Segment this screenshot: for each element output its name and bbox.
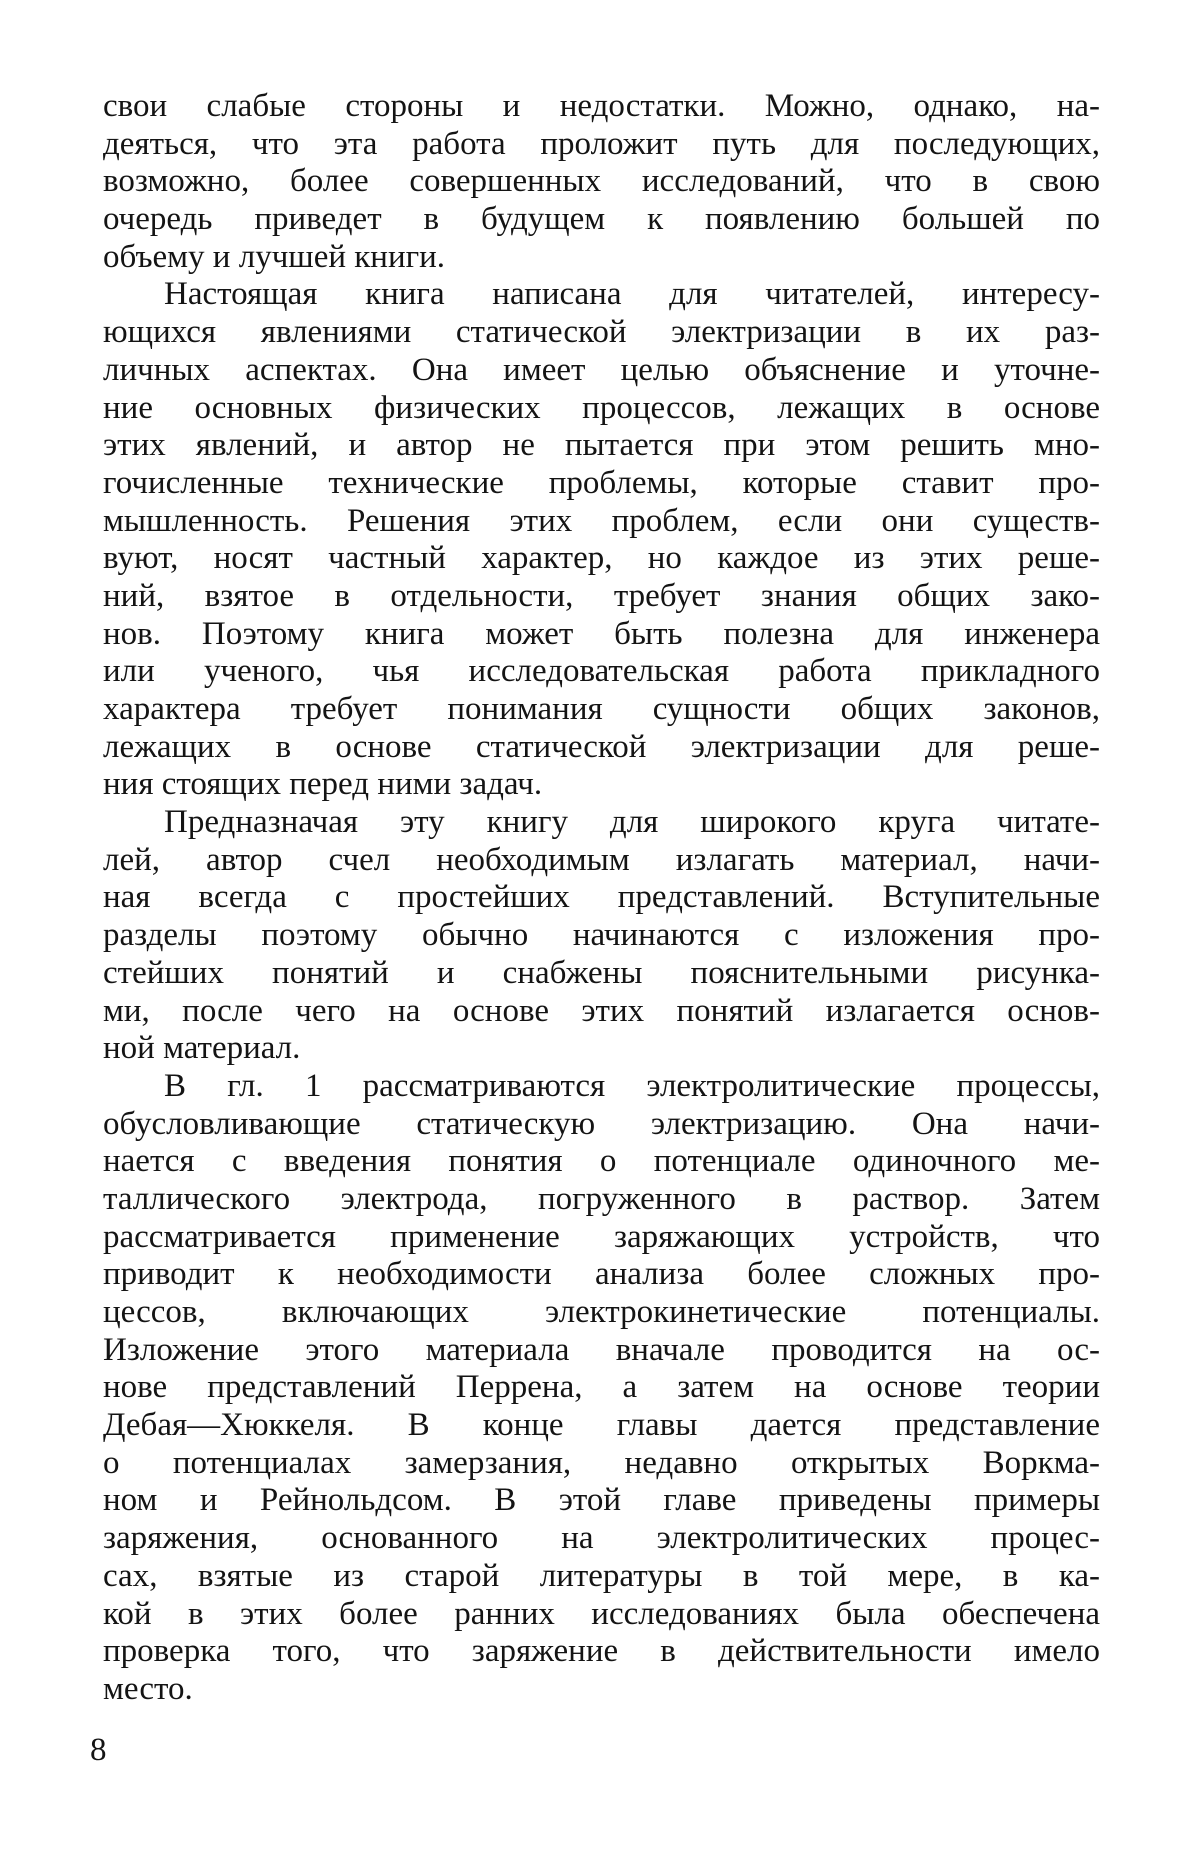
text-line: ная всегда с простейших представлений. Вступительные	[103, 879, 1100, 916]
text-line: характера требует понимания сущности общих законов,	[103, 691, 1100, 727]
text-line: приводит к необходимости анализа более сложных про-	[103, 1256, 1100, 1293]
text-line: цессов, включающих электрокинетические потенциалы.	[103, 1294, 1100, 1330]
text-line: сах, взятые из старой литературы в той мере, в ка-	[103, 1557, 1100, 1594]
text-line: личных аспектах. Она имеет целью объяснение и уточне-	[103, 351, 1100, 388]
paragraph	[103, 88, 1100, 276]
text-line: нов. Поэтому книга может быть полезна для инженера	[103, 615, 1100, 652]
text-line: ния стоящих перед ними задач.	[103, 766, 543, 803]
text-line: ний, взятое в отдельности, требует знания общих зако-	[103, 577, 1100, 614]
text-line: стейших понятий и снабжены пояснительными рисунка-	[103, 954, 1100, 991]
text-line: возможно, более совершенных исследований, что в свою	[103, 163, 1100, 200]
text-line: объему и лучшей книги.	[103, 238, 446, 275]
text-line: очередь приведет в будущем к появлению большей по	[103, 201, 1100, 238]
text-line: заряжения, основанного на электролитических процес-	[103, 1520, 1100, 1557]
text-line: Дебая—Хюккеля. В конце главы дается представление	[103, 1407, 1100, 1444]
text-line: этих явлений, и автор не пытается при этом решить мно-	[103, 427, 1100, 464]
text-line: деяться, что эта работа проложит путь для последующих,	[103, 125, 1100, 162]
text-line: Настоящая книга написана для читателей, интересу-	[164, 276, 1100, 313]
text-line: или ученого, чья исследовательская работа прикладного	[103, 653, 1100, 690]
text-line: гочисленные технические проблемы, которые ставит про-	[103, 464, 1100, 501]
text-line: мышленность. Решения этих проблем, если они существ-	[103, 502, 1100, 539]
text-line: нове представлений Перрена, а затем на основе теории	[103, 1369, 1100, 1406]
text-line: разделы поэтому обычно начинаются с изложения про-	[103, 917, 1100, 954]
text-line: кой в этих более ранних исследованиях была обеспечена	[103, 1595, 1100, 1632]
text-line: вуют, носят частный характер, но каждое из этих реше-	[103, 540, 1100, 577]
text-line: ми, после чего на основе этих понятий излагается основ-	[103, 992, 1100, 1029]
text-line: место.	[103, 1670, 193, 1707]
text-line: лежащих в основе статической электризации для реше-	[103, 728, 1100, 765]
text-line: обусловливающие статическую электризацию. Она начи-	[103, 1105, 1100, 1142]
text-line: нается с введения понятия о потенциале одиночного ме-	[103, 1143, 1100, 1180]
text-line: Предназначая эту книгу для широкого круга читате-	[164, 804, 1100, 841]
text-line: свои слабые стороны и недостатки. Можно, однако, на-	[103, 88, 1100, 124]
paragraph	[103, 804, 1100, 1068]
text-line: проверка того, что заряжение в действительности имело	[103, 1633, 1100, 1670]
page-number: 8	[90, 1732, 107, 1768]
text-line: таллического электрода, погруженного в раствор. Затем	[103, 1180, 1100, 1217]
text-line: ной материал.	[103, 1030, 301, 1067]
text-line: лей, автор счел необходимым излагать материал, начи-	[103, 841, 1100, 878]
text-line: ние основных физических процессов, лежащих в основе	[103, 389, 1100, 426]
text-line: В гл. 1 рассматриваются электролитические процессы,	[164, 1067, 1100, 1104]
text-line: Изложение этого материала вначале проводится на ос-	[103, 1331, 1100, 1368]
text-line: ном и Рейнольдсом. В этой главе приведены примеры	[103, 1482, 1100, 1519]
page-body	[103, 88, 1100, 1709]
text-line: рассматривается применение заряжающих устройств, что	[103, 1218, 1100, 1255]
paragraph	[103, 276, 1100, 804]
text-line: о потенциалах замерзания, недавно открытых Воркма-	[103, 1444, 1100, 1481]
paragraph	[103, 1068, 1100, 1709]
text-line: ющихся явлениями статической электризации в их раз-	[103, 314, 1100, 351]
